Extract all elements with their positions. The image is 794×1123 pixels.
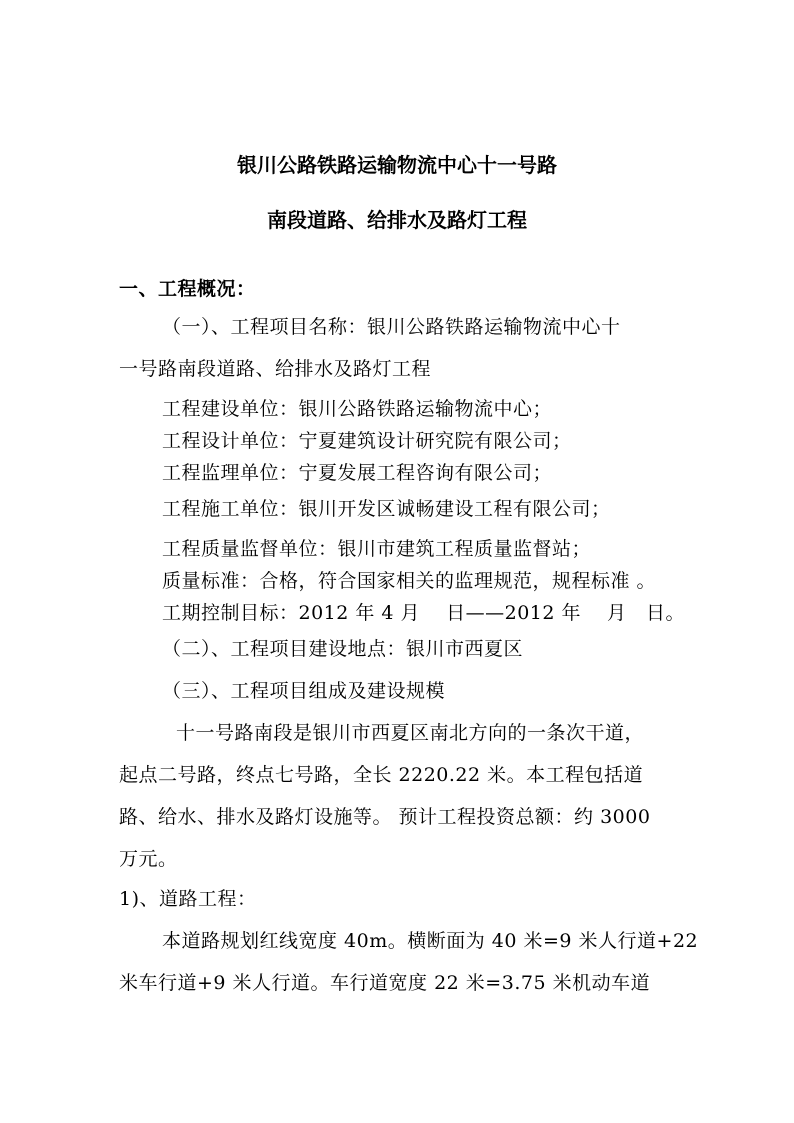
document-title-line-2: 南段道路、给排水及路灯工程 xyxy=(267,208,527,232)
project-name-line-1: （一）、工程项目名称：银川公路铁路运输物流中心十 xyxy=(162,316,621,338)
project-location: （二）、工程项目建设地点：银川市西夏区 xyxy=(162,638,524,660)
contractor-unit: 工程施工单位：银川开发区诚畅建设工程有限公司； xyxy=(162,498,611,520)
scale-paragraph-line-1: 十一号路南段是银川市西夏区南北方向的一条次干道， xyxy=(176,722,645,744)
scale-paragraph-line-4: 万元。 xyxy=(119,848,178,870)
section-heading-project-overview: 一、工程概况： xyxy=(119,278,256,300)
quality-standard: 质量标准：合格，符合国家相关的监理规范，规程标准 。 xyxy=(162,570,657,592)
schedule-target: 工期控制目标：2012 年 4 月 日——2012 年 月 日。 xyxy=(162,602,686,624)
construction-unit: 工程建设单位：银川公路铁路运输物流中心； xyxy=(162,398,553,420)
road-paragraph-line-2: 米车行道+9 米人行道。车行道宽度 22 米=3.75 米机动车道 xyxy=(119,972,651,994)
road-paragraph-line-1: 本道路规划红线宽度 40m。横断面为 40 米=9 米人行道+22 xyxy=(162,930,699,952)
road-works-heading: 1)、道路工程： xyxy=(119,888,257,910)
scale-paragraph-line-2: 起点二号路，终点七号路，全长 2220.22 米。本工程包括道 xyxy=(119,764,644,786)
quality-supervision-unit: 工程质量监督单位：银川市建筑工程质量监督站； xyxy=(162,538,592,560)
project-name-line-2: 一号路南段道路、给排水及路灯工程 xyxy=(119,358,432,380)
supervision-unit: 工程监理单位：宁夏发展工程咨询有限公司； xyxy=(162,462,553,484)
design-unit: 工程设计单位：宁夏建筑设计研究院有限公司； xyxy=(162,430,572,452)
scale-paragraph-line-3: 路、给水、排水及路灯设施等。 预计工程投资总额：约 3000 xyxy=(119,806,651,828)
project-composition-heading: （三）、工程项目组成及建设规模 xyxy=(162,680,446,702)
document-title-line-1: 银川公路铁路运输物流中心十一号路 xyxy=(237,153,557,177)
